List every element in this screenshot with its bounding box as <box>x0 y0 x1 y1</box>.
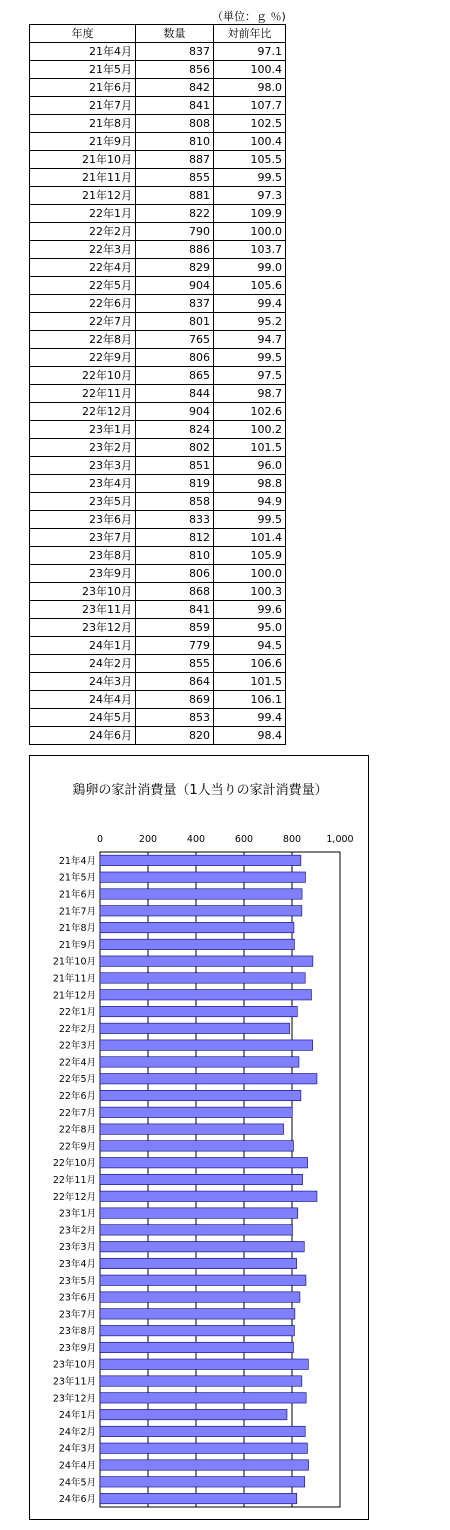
category-label: 23年12月 <box>52 1393 96 1405</box>
bar <box>100 1057 299 1067</box>
yoy-ratio-cell: 98.4 <box>214 727 286 745</box>
category-label: 24年2月 <box>58 1426 96 1438</box>
category-label: 24年4月 <box>58 1460 96 1472</box>
table-header-row <box>30 25 286 43</box>
bar <box>100 1225 292 1235</box>
category-label: 22年8月 <box>58 1124 96 1136</box>
yoy-ratio-cell: 99.5 <box>214 169 286 187</box>
yoy-ratio-cell: 100.3 <box>214 583 286 601</box>
category-label: 23年1月 <box>58 1208 96 1220</box>
quantity-cell: 904 <box>136 277 214 295</box>
period-cell: 21年8月 <box>30 115 136 133</box>
bar-chart <box>30 756 370 1521</box>
category-label: 22年2月 <box>58 1023 96 1035</box>
table-row <box>30 79 286 97</box>
yoy-ratio-cell: 98.7 <box>214 385 286 403</box>
category-label: 21年6月 <box>58 889 96 901</box>
category-label: 23年4月 <box>58 1258 96 1270</box>
yoy-ratio-cell: 102.5 <box>214 115 286 133</box>
bar <box>100 855 301 865</box>
x-tick-label: 200 <box>138 834 158 845</box>
period-cell: 22年7月 <box>30 313 136 331</box>
category-label: 21年5月 <box>58 872 96 884</box>
period-cell: 24年6月 <box>30 727 136 745</box>
yoy-ratio-cell: 105.9 <box>214 547 286 565</box>
yoy-ratio-cell: 106.6 <box>214 655 286 673</box>
category-label: 23年8月 <box>58 1326 96 1338</box>
category-label: 21年9月 <box>58 939 96 951</box>
yoy-ratio-cell: 102.6 <box>214 403 286 421</box>
table-row <box>30 205 286 223</box>
quantity-cell: 886 <box>136 241 214 259</box>
table-row <box>30 277 286 295</box>
quantity-cell: 864 <box>136 673 214 691</box>
quantity-cell: 812 <box>136 529 214 547</box>
quantity-cell: 837 <box>136 43 214 61</box>
header-yoy-ratio: 対前年比 <box>214 25 286 43</box>
bar <box>100 1426 305 1436</box>
category-label: 23年10月 <box>52 1359 96 1371</box>
table-row <box>30 331 286 349</box>
period-cell: 22年2月 <box>30 223 136 241</box>
bar <box>100 1393 306 1403</box>
bar <box>100 1208 298 1218</box>
yoy-ratio-cell: 109.9 <box>214 205 286 223</box>
category-label: 24年3月 <box>58 1443 96 1455</box>
x-tick-label: 600 <box>234 834 254 845</box>
yoy-ratio-cell: 106.1 <box>214 691 286 709</box>
bar <box>100 1241 304 1251</box>
bar <box>100 1174 303 1184</box>
period-cell: 23年12月 <box>30 619 136 637</box>
quantity-cell: 869 <box>136 691 214 709</box>
category-label: 22年10月 <box>52 1158 96 1170</box>
bar <box>100 872 305 882</box>
bar <box>100 1493 297 1503</box>
period-cell: 22年10月 <box>30 367 136 385</box>
table-row <box>30 385 286 403</box>
table-row <box>30 259 286 277</box>
period-cell: 21年9月 <box>30 133 136 151</box>
table-row <box>30 187 286 205</box>
bar <box>100 1460 309 1470</box>
bar <box>100 1023 290 1033</box>
yoy-ratio-cell: 98.0 <box>214 79 286 97</box>
table-row <box>30 601 286 619</box>
yoy-ratio-cell: 97.5 <box>214 367 286 385</box>
category-label: 22年4月 <box>58 1057 96 1069</box>
bar <box>100 973 305 983</box>
table-row <box>30 223 286 241</box>
bar <box>100 1443 307 1453</box>
yoy-ratio-cell: 101.5 <box>214 439 286 457</box>
quantity-cell: 841 <box>136 97 214 115</box>
bar <box>100 1191 317 1201</box>
quantity-cell: 819 <box>136 475 214 493</box>
yoy-ratio-cell: 99.5 <box>214 349 286 367</box>
yoy-ratio-cell: 100.4 <box>214 61 286 79</box>
table-row <box>30 133 286 151</box>
period-cell: 21年5月 <box>30 61 136 79</box>
category-label: 22年12月 <box>52 1191 96 1203</box>
quantity-cell: 765 <box>136 331 214 349</box>
yoy-ratio-cell: 97.1 <box>214 43 286 61</box>
yoy-ratio-cell: 103.7 <box>214 241 286 259</box>
period-cell: 21年10月 <box>30 151 136 169</box>
category-label: 22年1月 <box>58 1007 96 1019</box>
category-label: 23年7月 <box>58 1309 96 1321</box>
category-label: 23年9月 <box>58 1342 96 1354</box>
period-cell: 24年4月 <box>30 691 136 709</box>
quantity-cell: 790 <box>136 223 214 241</box>
bar <box>100 956 313 966</box>
quantity-cell: 844 <box>136 385 214 403</box>
period-cell: 23年6月 <box>30 511 136 529</box>
table-row <box>30 637 286 655</box>
category-label: 23年11月 <box>52 1376 96 1388</box>
bar <box>100 1141 293 1151</box>
period-cell: 23年7月 <box>30 529 136 547</box>
category-label: 22年7月 <box>58 1107 96 1119</box>
quantity-cell: 801 <box>136 313 214 331</box>
category-label: 23年5月 <box>58 1275 96 1287</box>
category-label: 21年10月 <box>52 956 96 968</box>
yoy-ratio-cell: 101.4 <box>214 529 286 547</box>
bar <box>100 1107 292 1117</box>
bar <box>100 1090 301 1100</box>
quantity-cell: 837 <box>136 295 214 313</box>
quantity-cell: 824 <box>136 421 214 439</box>
table-row <box>30 619 286 637</box>
category-label: 21年12月 <box>52 990 96 1002</box>
period-cell: 23年1月 <box>30 421 136 439</box>
bar <box>100 1157 308 1167</box>
period-cell: 24年3月 <box>30 673 136 691</box>
table-body <box>30 43 286 745</box>
category-label: 22年6月 <box>58 1091 96 1103</box>
quantity-cell: 829 <box>136 259 214 277</box>
period-cell: 24年1月 <box>30 637 136 655</box>
yoy-ratio-cell: 107.7 <box>214 97 286 115</box>
quantity-cell: 841 <box>136 601 214 619</box>
bar <box>100 990 311 1000</box>
bar <box>100 1292 300 1302</box>
table-row <box>30 439 286 457</box>
header-period: 年度 <box>30 25 136 43</box>
yoy-ratio-cell: 105.5 <box>214 151 286 169</box>
yoy-ratio-cell: 101.5 <box>214 673 286 691</box>
bar <box>100 1074 317 1084</box>
period-cell: 23年11月 <box>30 601 136 619</box>
table-row <box>30 349 286 367</box>
quantity-cell: 820 <box>136 727 214 745</box>
period-cell: 22年12月 <box>30 403 136 421</box>
quantity-cell: 810 <box>136 133 214 151</box>
period-cell: 24年2月 <box>30 655 136 673</box>
period-cell: 21年6月 <box>30 79 136 97</box>
yoy-ratio-cell: 98.8 <box>214 475 286 493</box>
bar <box>100 1040 313 1050</box>
quantity-cell: 842 <box>136 79 214 97</box>
yoy-ratio-cell: 99.5 <box>214 511 286 529</box>
category-label: 21年11月 <box>52 973 96 985</box>
table-row <box>30 403 286 421</box>
unit-note: （単位：ｇ ％) <box>212 10 286 23</box>
x-tick-label: 400 <box>186 834 206 845</box>
chart-container <box>29 755 369 1520</box>
quantity-cell: 865 <box>136 367 214 385</box>
table-row <box>30 43 286 61</box>
quantity-cell: 833 <box>136 511 214 529</box>
x-tick-label: 800 <box>282 834 302 845</box>
yoy-ratio-cell: 99.6 <box>214 601 286 619</box>
x-tick-label: 0 <box>96 834 104 845</box>
period-cell: 23年8月 <box>30 547 136 565</box>
table-row <box>30 493 286 511</box>
yoy-ratio-cell: 99.0 <box>214 259 286 277</box>
bar <box>100 889 302 899</box>
table-row <box>30 151 286 169</box>
quantity-cell: 887 <box>136 151 214 169</box>
yoy-ratio-cell: 95.0 <box>214 619 286 637</box>
bar <box>100 1258 297 1268</box>
period-cell: 22年11月 <box>30 385 136 403</box>
period-cell: 23年5月 <box>30 493 136 511</box>
quantity-cell: 808 <box>136 115 214 133</box>
period-cell: 22年4月 <box>30 259 136 277</box>
quantity-cell: 802 <box>136 439 214 457</box>
bar <box>100 1376 302 1386</box>
table-row <box>30 367 286 385</box>
table-row <box>30 529 286 547</box>
period-cell: 23年10月 <box>30 583 136 601</box>
bar <box>100 1275 306 1285</box>
period-cell: 22年1月 <box>30 205 136 223</box>
period-cell: 23年9月 <box>30 565 136 583</box>
quantity-cell: 851 <box>136 457 214 475</box>
bar <box>100 1477 305 1487</box>
table-row <box>30 655 286 673</box>
table-row <box>30 511 286 529</box>
yoy-ratio-cell: 95.2 <box>214 313 286 331</box>
x-tick-label: 1,000 <box>326 834 354 845</box>
quantity-cell: 859 <box>136 619 214 637</box>
table-row <box>30 97 286 115</box>
quantity-cell: 881 <box>136 187 214 205</box>
table-row <box>30 313 286 331</box>
bar <box>100 1409 287 1419</box>
bar <box>100 1309 295 1319</box>
period-cell: 23年3月 <box>30 457 136 475</box>
period-cell: 22年5月 <box>30 277 136 295</box>
yoy-ratio-cell: 94.9 <box>214 493 286 511</box>
quantity-cell: 806 <box>136 565 214 583</box>
yoy-ratio-cell: 100.0 <box>214 223 286 241</box>
quantity-cell: 855 <box>136 169 214 187</box>
period-cell: 23年2月 <box>30 439 136 457</box>
table-row <box>30 727 286 745</box>
table-row <box>30 241 286 259</box>
table-row <box>30 547 286 565</box>
consumption-table <box>29 24 286 745</box>
quantity-cell: 855 <box>136 655 214 673</box>
category-label: 22年11月 <box>52 1175 96 1186</box>
table-row <box>30 691 286 709</box>
yoy-ratio-cell: 97.3 <box>214 187 286 205</box>
category-label: 22年5月 <box>58 1074 96 1086</box>
period-cell: 21年7月 <box>30 97 136 115</box>
period-cell: 23年4月 <box>30 475 136 493</box>
bar <box>100 922 294 932</box>
header-quantity: 数量 <box>136 25 214 43</box>
bar <box>100 1006 297 1016</box>
table-row <box>30 421 286 439</box>
category-label: 22年9月 <box>58 1141 96 1153</box>
yoy-ratio-cell: 100.4 <box>214 133 286 151</box>
quantity-cell: 853 <box>136 709 214 727</box>
period-cell: 22年9月 <box>30 349 136 367</box>
category-label: 23年6月 <box>58 1292 96 1304</box>
quantity-cell: 856 <box>136 61 214 79</box>
table-row <box>30 475 286 493</box>
table-row <box>30 115 286 133</box>
yoy-ratio-cell: 96.0 <box>214 457 286 475</box>
period-cell: 22年6月 <box>30 295 136 313</box>
period-cell: 21年11月 <box>30 169 136 187</box>
category-label: 23年3月 <box>58 1242 96 1254</box>
bar <box>100 1359 308 1369</box>
table-row <box>30 457 286 475</box>
category-label: 21年8月 <box>58 923 96 935</box>
quantity-cell: 904 <box>136 403 214 421</box>
table-row <box>30 583 286 601</box>
category-label: 24年6月 <box>58 1494 96 1506</box>
period-cell: 22年8月 <box>30 331 136 349</box>
period-cell: 21年12月 <box>30 187 136 205</box>
table-row <box>30 565 286 583</box>
bar <box>100 1325 294 1335</box>
bar <box>100 906 302 916</box>
yoy-ratio-cell: 100.2 <box>214 421 286 439</box>
category-label: 21年7月 <box>58 906 96 918</box>
table-row <box>30 61 286 79</box>
quantity-cell: 868 <box>136 583 214 601</box>
yoy-ratio-cell: 105.6 <box>214 277 286 295</box>
bar <box>100 1124 284 1134</box>
category-label: 22年3月 <box>58 1040 96 1052</box>
table-row <box>30 169 286 187</box>
chart-title: 鶏卵の家計消費量（1人当りの家計消費量） <box>72 783 328 798</box>
yoy-ratio-cell: 99.4 <box>214 709 286 727</box>
bar <box>100 1342 293 1352</box>
table-row <box>30 709 286 727</box>
quantity-cell: 810 <box>136 547 214 565</box>
quantity-cell: 822 <box>136 205 214 223</box>
table-row <box>30 673 286 691</box>
yoy-ratio-cell: 100.0 <box>214 565 286 583</box>
category-label: 24年1月 <box>58 1410 96 1422</box>
yoy-ratio-cell: 94.7 <box>214 331 286 349</box>
period-cell: 24年5月 <box>30 709 136 727</box>
yoy-ratio-cell: 99.4 <box>214 295 286 313</box>
period-cell: 22年3月 <box>30 241 136 259</box>
table-row <box>30 295 286 313</box>
quantity-cell: 779 <box>136 637 214 655</box>
category-label: 23年2月 <box>58 1225 96 1237</box>
bar <box>100 939 294 949</box>
yoy-ratio-cell: 94.5 <box>214 637 286 655</box>
period-cell: 21年4月 <box>30 43 136 61</box>
quantity-cell: 858 <box>136 493 214 511</box>
category-label: 21年4月 <box>58 855 96 867</box>
category-label: 24年5月 <box>58 1477 96 1489</box>
quantity-cell: 806 <box>136 349 214 367</box>
